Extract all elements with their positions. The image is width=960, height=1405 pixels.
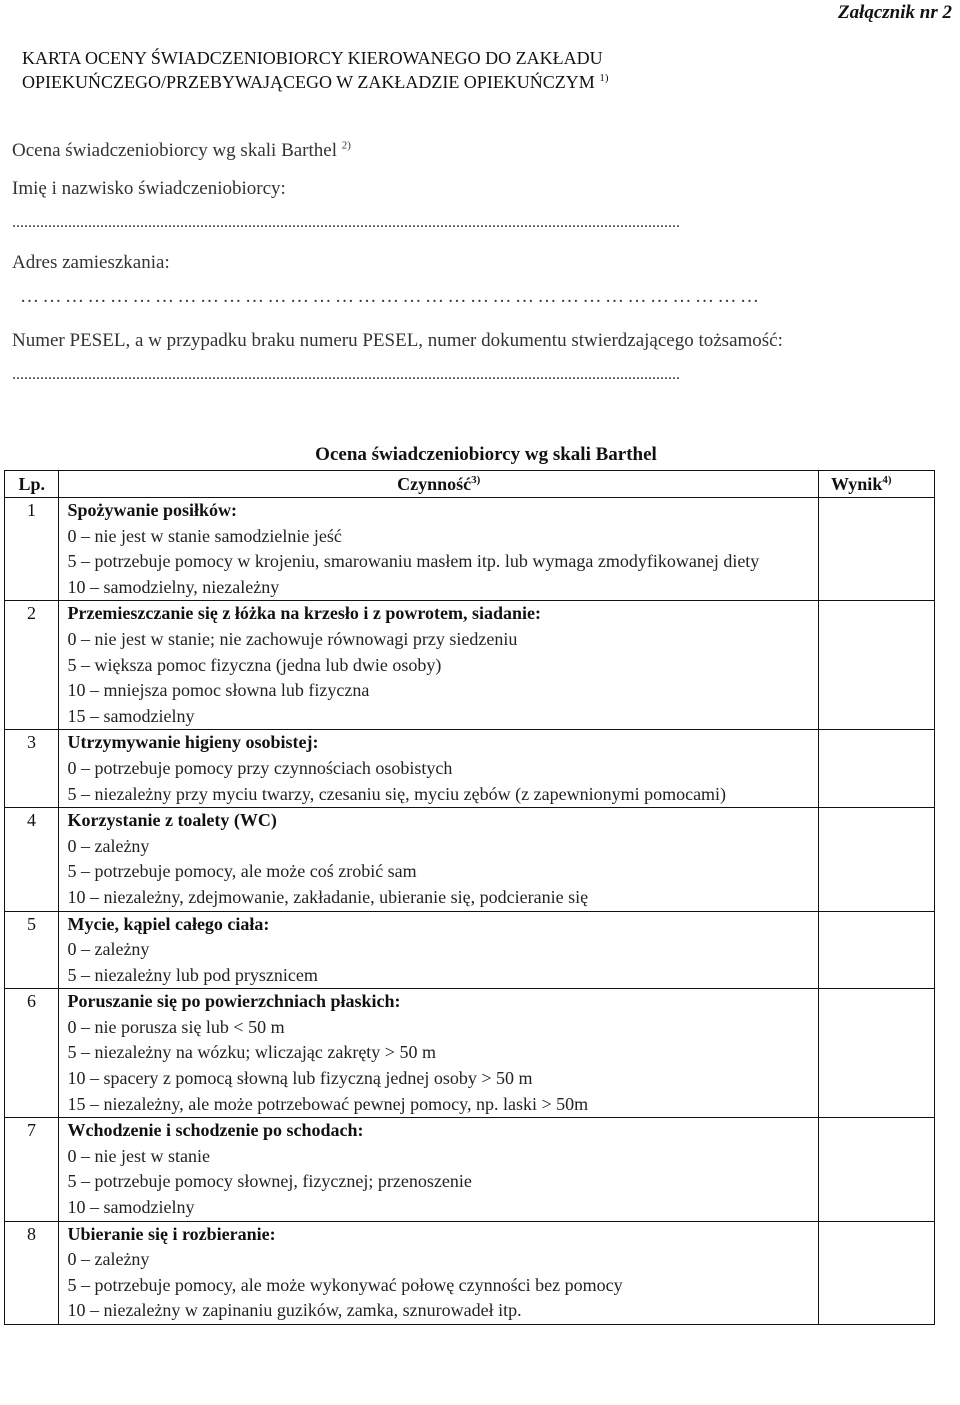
activity-option: 5 – niezależny na wózku; wliczając zakręty > 50 m [67, 1042, 436, 1063]
table-header-row [5, 471, 935, 498]
activity-option: 0 – zależny [67, 835, 150, 856]
header-activity [59, 471, 819, 498]
table-caption: Ocena świadczeniobiorcy wg skali Barthel [315, 444, 657, 465]
activity-title: Mycie, kąpiel całego ciała: [67, 913, 270, 934]
activity-option: 0 – zależny [67, 1249, 150, 1270]
header-activity-footnote: 3) [471, 474, 481, 486]
activity-title: Utrzymywanie higieny osobistej: [67, 732, 319, 753]
table-row [5, 1221, 935, 1324]
header-result [818, 471, 934, 498]
result-cell[interactable] [818, 730, 934, 808]
attachment-label: Załącznik nr 2 [837, 2, 952, 23]
activity-option: 5 – potrzebuje pomocy, ale może coś zrobić sam [67, 861, 417, 882]
activity-option: 10 – samodzielny [67, 1197, 195, 1218]
activity-cell [59, 601, 819, 730]
title-line-1: KARTA OCENY ŚWIADCZENIOBIORCY KIEROWANEGO DO ZAKŁADU [22, 48, 603, 68]
activity-title: Przemieszczanie się z łóżka na krzesło i z powrotem, siadanie: [67, 603, 542, 624]
activity-cell [59, 808, 819, 911]
activity-option: 0 – potrzebuje pomocy przy czynnościach osobistych [67, 757, 453, 778]
title-line-2 [22, 70, 922, 94]
barthel-line-text: Ocena świadczeniobiorcy wg skali Barthel [12, 140, 337, 161]
row-number: 1 [5, 498, 59, 601]
row-number: 2 [5, 601, 59, 730]
row-number: 8 [5, 1221, 59, 1324]
table-row [5, 601, 935, 730]
activity-option: 10 – spacery z pomocą słowną lub fizyczną jednej osoby > 50 m [67, 1068, 533, 1089]
activity-option: 10 – mniejsza pomoc słowna lub fizyczna [67, 680, 370, 701]
activity-option: 0 – nie porusza się lub < 50 m [67, 1016, 285, 1037]
pesel-field[interactable]: ....................................................................................................................................................................... [12, 366, 680, 383]
title-line-2-text: OPIEKUŃCZEGO/PRZEBYWAJĄCEGO W ZAKŁADZIE OPIEKUŃCZYM [22, 72, 595, 92]
activity-option: 0 – nie jest w stanie [67, 1145, 210, 1166]
activity-option: 5 – potrzebuje pomocy, ale może wykonywać połowę czynności bez pomocy [67, 1274, 623, 1295]
row-number: 6 [5, 989, 59, 1118]
result-cell[interactable] [818, 1221, 934, 1324]
table-row [5, 730, 935, 808]
result-cell[interactable] [818, 989, 934, 1118]
header-activity-text: Czynność [397, 474, 472, 494]
activity-option: 15 – niezależny, ale może potrzebować pewnej pomocy, np. laski > 50m [67, 1093, 589, 1114]
header-result-text: Wynik [830, 474, 883, 494]
activity-option: 5 – większa pomoc fizyczna (jedna lub dwie osoby) [67, 654, 442, 675]
activity-cell [59, 989, 819, 1118]
pesel-label: Numer PESEL, a w przypadku braku numeru PESEL, numer dokumentu stwierdzającego tożsamość: [12, 330, 783, 351]
activity-option: 10 – niezależny, zdejmowanie, zakładanie, ubieranie się, podcieranie się [67, 886, 589, 907]
address-label: Adres zamieszkania: [12, 252, 170, 273]
activity-title: Korzystanie z toalety (WC) [67, 810, 277, 831]
activity-cell [59, 1118, 819, 1221]
title-footnote: 1) [599, 72, 609, 84]
header-result-footnote: 4) [882, 474, 892, 486]
result-cell[interactable] [818, 911, 934, 989]
activity-cell [59, 498, 819, 601]
activity-option: 5 – potrzebuje pomocy w krojeniu, smarowaniu masłem itp. lub wymaga zmodyfikowanej diety [67, 551, 760, 572]
activity-option: 0 – nie jest w stanie samodzielnie jeść [67, 525, 342, 546]
activity-title: Ubieranie się i rozbieranie: [67, 1223, 276, 1244]
activity-option: 5 – niezależny przy myciu twarzy, czesaniu się, myciu zębów (z zapewnionymi pomocami) [67, 783, 727, 804]
name-label: Imię i nazwisko świadczeniobiorcy: [12, 178, 286, 199]
row-number: 4 [5, 808, 59, 911]
activity-cell [59, 1221, 819, 1324]
result-cell[interactable] [818, 601, 934, 730]
document-title [22, 46, 922, 94]
activity-cell [59, 911, 819, 989]
activity-option: 10 – niezależny w zapinaniu guzików, zamka, sznurowadeł itp. [67, 1300, 522, 1321]
activity-option: 0 – nie jest w stanie; nie zachowuje równowagi przy siedzeniu [67, 628, 518, 649]
barthel-table [4, 470, 935, 1325]
row-number: 5 [5, 911, 59, 989]
activity-title: Spożywanie posiłków: [67, 500, 238, 520]
result-cell[interactable] [818, 808, 934, 911]
barthel-footnote: 2) [341, 139, 351, 152]
table-row [5, 1118, 935, 1221]
name-field[interactable]: ....................................................................................................................................................................... [12, 214, 680, 231]
activity-cell [59, 730, 819, 808]
activity-option: 5 – niezależny lub pod prysznicem [67, 964, 318, 985]
address-field[interactable]: ……………………………………………………………………………………… [20, 286, 763, 307]
result-cell[interactable] [818, 498, 934, 601]
activity-option: 10 – samodzielny, niezależny [67, 576, 280, 597]
table-row [5, 911, 935, 989]
activity-option: 15 – samodzielny [67, 705, 195, 726]
activity-title: Wchodzenie i schodzenie po schodach: [67, 1120, 364, 1141]
table-row [5, 808, 935, 911]
row-number: 3 [5, 730, 59, 808]
row-number: 7 [5, 1118, 59, 1221]
barthel-line [12, 140, 351, 162]
result-cell[interactable] [818, 1118, 934, 1221]
activity-option: 0 – zależny [67, 939, 150, 960]
table-row [5, 498, 935, 601]
header-lp: Lp. [5, 471, 59, 498]
activity-option: 5 – potrzebuje pomocy słownej, fizycznej; przenoszenie [67, 1171, 472, 1192]
table-row [5, 989, 935, 1118]
activity-title: Poruszanie się po powierzchniach płaskich: [67, 991, 401, 1012]
